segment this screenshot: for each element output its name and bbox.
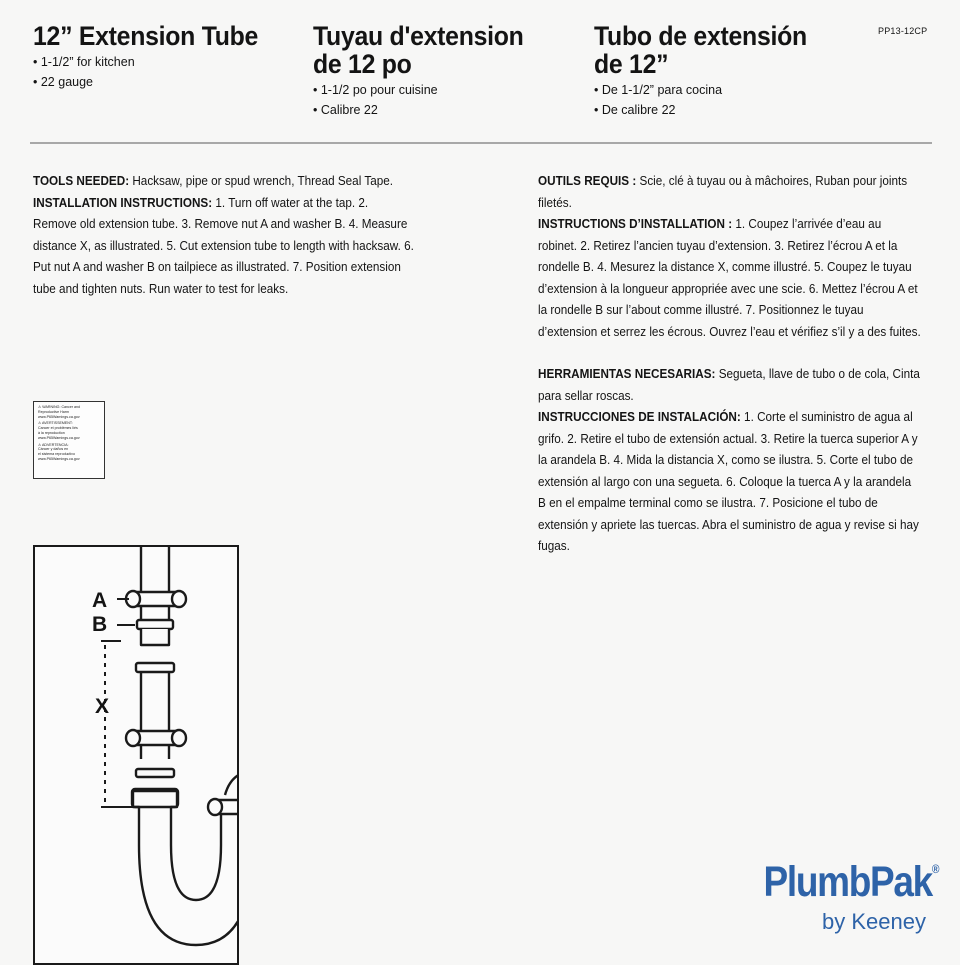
- header-divider: [30, 142, 932, 144]
- spec-item: • 22 gauge: [33, 72, 293, 92]
- tools-needed-spanish: [538, 364, 921, 407]
- installation-spanish: [538, 407, 921, 558]
- title-line: de 12”: [594, 49, 669, 79]
- header-column-english: [33, 22, 293, 92]
- install-label: INSTRUCTIONS D’INSTALLATION :: [538, 217, 733, 231]
- installation-diagram: [33, 545, 239, 965]
- prop65-warning-label: [33, 401, 105, 479]
- tools-label: HERRAMIENTAS NECESARIAS:: [538, 367, 716, 381]
- spec-item: • De 1-1/2” para cocina: [594, 80, 854, 100]
- header-column-french: [313, 22, 573, 120]
- header-column-spanish: [594, 22, 854, 120]
- installation-french: [538, 214, 921, 343]
- logo-tagline: by Keeney: [822, 909, 926, 934]
- tools-label: TOOLS NEEDED:: [33, 174, 130, 188]
- pipe-illustration: [33, 545, 239, 965]
- tools-label: OUTILS REQUIS :: [538, 174, 637, 188]
- logo-wordmark: [763, 858, 938, 907]
- warning-line: www.P65Warnings.ca.gov: [38, 414, 80, 419]
- lower-washer: [136, 769, 174, 777]
- registered-mark: ®: [931, 862, 938, 876]
- tools-text: Segueta, llave de tubo o de cola, Cinta para sellar roscas.: [538, 367, 920, 403]
- install-label: INSTALLATION INSTRUCTIONS:: [33, 195, 213, 210]
- spec-item: • Calibre 22: [313, 100, 573, 120]
- tools-text: Hacksaw, pipe or spud wrench, Thread Seal Tape.: [129, 174, 393, 188]
- warning-line: www.P65Warnings.ca.gov: [38, 456, 80, 461]
- tailpiece-pipe: [141, 545, 169, 595]
- title-spanish: [594, 22, 833, 78]
- title-english: [33, 22, 272, 50]
- warning-line: ⚠ WARNING: Cancer and: [38, 405, 81, 409]
- title-line: Tubo de extensión: [594, 21, 807, 51]
- install-text: 1. Corte el suministro de agua al grifo. 2. Retire el tubo de extensión actual. 3. Retire la tuerca superior A y la arandela B. 4. Mida la distancia X, como se ilustra. 5. Corte el tubo de extensión al largo con una segueta. 6. Coloque la tuerca A y la arandela B en el empalme terminal como se ilustra. 7. Posicione el tubo de extensión y apriete las tuercas. Abra el suministro de agua y revise si hay fugas.: [538, 410, 919, 553]
- tools-needed-english: [33, 171, 414, 193]
- plumbpak-logo: [735, 858, 938, 935]
- sku-code: PP13-12CP: [878, 26, 928, 36]
- spec-list-spanish: [594, 80, 854, 120]
- extension-tube: [136, 663, 174, 672]
- tools-needed-french: [538, 171, 921, 214]
- logo-brand: PlumbPak: [763, 858, 932, 906]
- install-text: 1. Coupez l’arrivée d’eau au robinet. 2. Retirez l’ancien tuyau d’extension. 3. Retirez l’écrou A et la rondelle B. 4. Mesurez la distance X, comme illustré. 5. Coupez le tuyau d’extension à la longueur appropriée avec une scie. 6. Mettez l’écrou A et la rondelle B sur l’about comme illustré. 7. Positionnez le tuyau d’extension et serrez les écrous. Ouvrez l’eau et vérifiez s’il y a des fuites.: [538, 217, 921, 339]
- washer-b: [137, 620, 173, 629]
- spec-list-english: [33, 52, 293, 92]
- tools-text: Scie, clé à tuyau ou à mâchoires, Ruban pour joints filetés.: [538, 174, 908, 210]
- title-line: Tuyau d'extension: [313, 21, 524, 51]
- title-french: [313, 22, 552, 78]
- warning-line: ⚠ AVERTISSEMENT:: [38, 421, 73, 426]
- warning-line: el sistema reproductivo: [38, 452, 75, 457]
- title-line: 12” Extension Tube: [33, 21, 259, 51]
- title-line: de 12 po: [313, 49, 412, 79]
- installation-english: [33, 193, 414, 301]
- warning-line: www.P65Warnings.ca.gov: [38, 435, 80, 440]
- warning-line: Cancer et problèmes liés: [38, 426, 78, 431]
- install-label: INSTRUCCIONES DE INSTALACIÓN:: [538, 410, 741, 424]
- spec-list-french: [313, 80, 573, 120]
- spec-item: • 1-1/2” for kitchen: [33, 52, 293, 72]
- instructions-english: [33, 171, 443, 300]
- instructions-french-spanish: [538, 171, 950, 558]
- warning-line: à la reproduction: [38, 430, 65, 435]
- label-a: A: [92, 589, 108, 612]
- label-b: B: [92, 613, 108, 636]
- warning-line: ⚠ ADVERTENCIA:: [38, 442, 69, 447]
- spec-item: • 1-1/2 po pour cuisine: [313, 80, 573, 100]
- warning-line: Cáncer y daños en: [38, 447, 69, 452]
- label-x: X: [95, 695, 110, 718]
- spec-item: • De calibre 22: [594, 100, 854, 120]
- spacer: [538, 343, 950, 364]
- install-text: 1. Turn off water at the tap. 2. Remove old extension tube. 3. Remove nut A and washer B. 4. Measure distance X, as illustrated. 5. Cut extension tube to length with hacksaw. 6. Put nut A and washer B on tailpiece as illustrated. 7. Position extension tube and tighten nuts. Run water to test for leaks.: [33, 195, 414, 296]
- header: [0, 0, 960, 150]
- warning-line: Reproductive Harm: [38, 409, 69, 414]
